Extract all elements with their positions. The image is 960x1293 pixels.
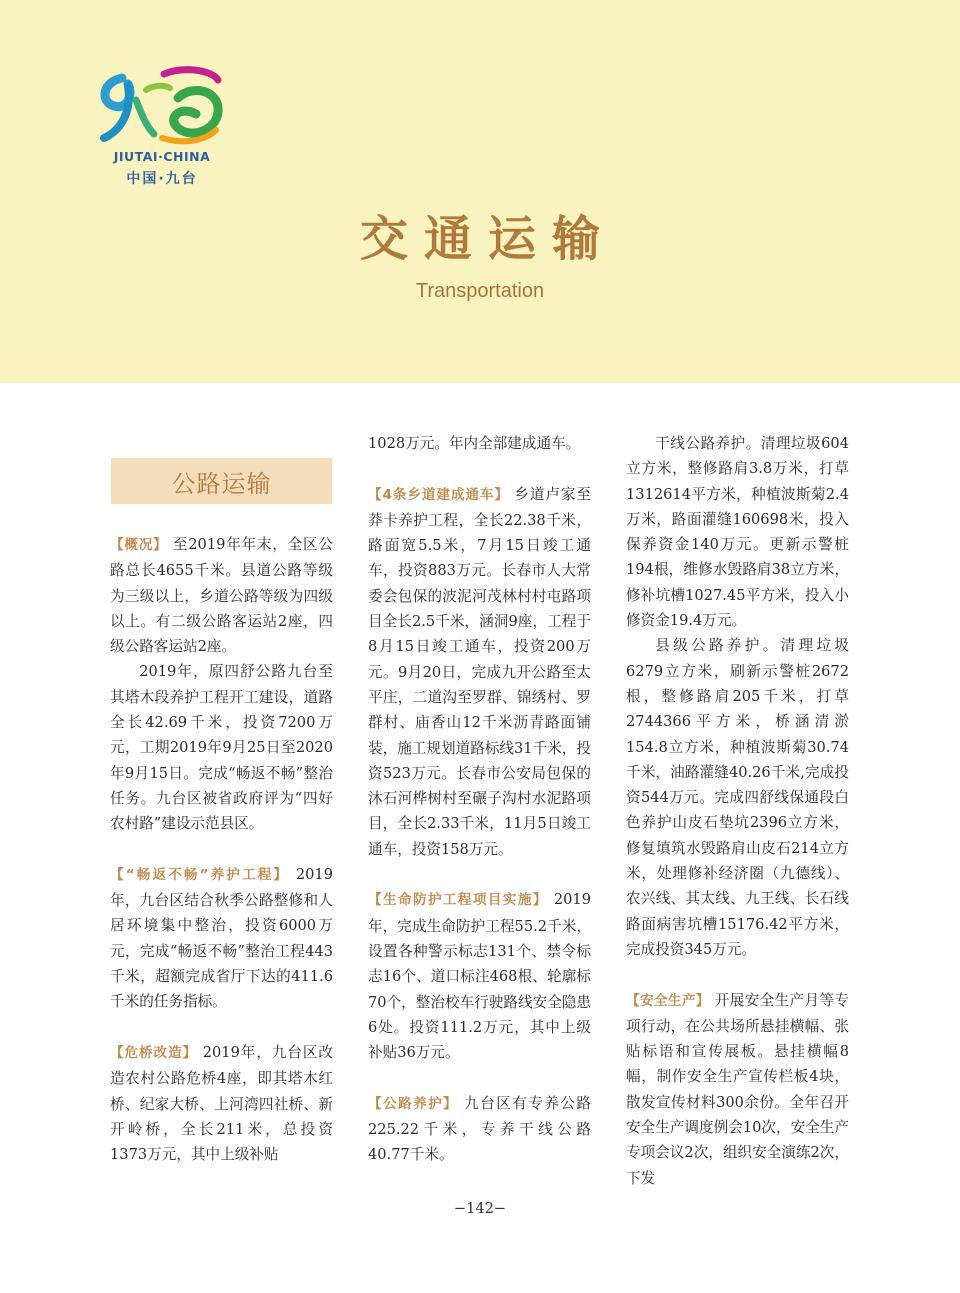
logo-english-text: JIUTAI·CHINA — [113, 149, 211, 164]
paragraph-text: 开展安全生产月等专项行动，在公共场所悬挂横幅、张贴标语和宣传展板。悬挂横幅8幅，制作安全生产宣传栏板4块，散发宣传材料300余份。全年召开安全生产调度例会10次，安全生产专项会议2次，组织安全演练2次，下发 — [626, 991, 850, 1187]
paragraph-overview — [110, 532, 333, 659]
chapter-subtitle: Transportation — [415, 280, 545, 302]
paragraph-continued: 1028万元。年内全部建成通车。 — [368, 435, 581, 452]
text-column-3 — [626, 431, 849, 1191]
text-column-2 — [368, 431, 591, 1168]
paragraph-text: 至2019年年末，全区公路总长4655千米。县道公路等级为三级以上，乡道公路等级为四级以上。有二级公路客运站2座，四级公路客运站2座。 — [110, 536, 333, 656]
paragraph-village-roads — [368, 482, 591, 862]
chapter-title: 交通运输 — [359, 211, 616, 267]
paragraph-county-road-maintenance: 县级公路养护。清理垃圾6279立方米，刷新示警桩2672根，整修路肩205千米，打草2744366平方米，桥涵清淤154.8立方米，种植波斯菊30.74千米，油路灌缝40.26千米,完成投资544万元。完成四舒线保通段白色养护山皮石垫坑2396立方米，修复填筑水毁路肩山皮石214立方米，处理修补经济圈（九德线）、农兴线、其太线、九王线、长石线路面病害坑槽15176.42平方米，完成投资345万元。 — [626, 637, 849, 958]
keyword-bridge-renovation: 【危桥改造】 — [110, 1044, 198, 1061]
paragraph-text: 九台区有专养公路225.22千米，专养干线公路40.77千米。 — [368, 1094, 592, 1164]
section-heading-box — [111, 458, 332, 504]
section-heading: 公路运输 — [171, 469, 272, 498]
logo-chinese-text: 中国·九台 — [126, 171, 198, 187]
keyword-life-protection: 【生命防护工程项目实施】 — [368, 892, 548, 909]
paragraph-safety-production — [626, 988, 849, 1191]
paragraph-road-maintenance — [368, 1091, 591, 1168]
text-column-1 — [110, 532, 333, 1167]
keyword-safety-production: 【安全生产】 — [626, 992, 710, 1009]
header-band — [0, 0, 960, 383]
paragraph-text: 2019年，完成生命防护工程55.2千米，设置各种警示标志131个、禁令标志16个、道口标注468根、轮廓标70个，整治校车行驶路线安全隐患6处。投资111.2万元，其中上级补贴36万元。 — [368, 891, 591, 1062]
paragraph-life-protection — [368, 887, 591, 1065]
paragraph-maintenance-project — [110, 862, 333, 1015]
paragraph-text: 2019年，九台区结合秋季公路整修和人居环境集中整治，投资6000万元，完成“畅返不畅”整治工程443千米，超额完成省厅下达的411.6千米的任务指标。 — [110, 865, 333, 1011]
keyword-village-roads: 【4条乡道建成通车】 — [368, 486, 509, 503]
keyword-maintenance-project: 【“畅返不畅”养护工程】 — [110, 866, 290, 883]
paragraph-siju-road: 2019年，原四舒公路九台至其塔木段养护工程开工建设，道路全长42.69千米，投资7200万元，工期2019年9月25日至2020年9月15日。完成“畅返不畅”整治任务。九台区被省政府评为“四好农村路”建设示范县区。 — [110, 663, 333, 833]
keyword-overview: 【概况】 — [110, 537, 168, 553]
paragraph-bridge-renovation — [110, 1040, 333, 1167]
paragraph-trunk-road-maintenance: 干线公路养护。清理垃圾604立方米，整修路肩3.8万米，打草1312614平方米，种植波斯菊2.4万米，路面灌缝160698米，投入保养资金140万元。更新示警桩194根，维修水毁路肩38立方米，修补坑槽1027.45平方米，投入小修资金19.4万元。 — [626, 435, 849, 630]
keyword-road-maintenance: 【公路养护】 — [368, 1095, 459, 1112]
jiutai-logo-icon — [92, 60, 232, 150]
paragraph-text: 乡道卢家至莽卡养护工程，全长22.38千米，路面宽5.5米，7月15日竣工通车，投资883万元。长春市人大常委会包保的波泥河茂林村村屯路项目全长2.5千米，涵洞9座，工程于8月15日竣工通车，投资200万元。9月20日，完成九开公路至太平庄，二道沟至罗群、锦绣村、罗群村、庙香山12千米沥青路面铺装，施工规划道路标线31千米，投资523万元。长春市公安局包保的沐石河桦树村至碾子沟村水泥路项目，全长2.33千米，11月5日竣工通车，投资158万元。 — [368, 485, 591, 858]
paragraph-text: 2019年，九台区改造农村公路危桥4座，即其塔木红桥、纪家大桥、上河湾四社桥、新开岭桥，全长211米，总投资1373万元，其中上级补贴 — [110, 1043, 334, 1164]
jiutai-logo — [92, 60, 232, 190]
page-number: −142− — [453, 1200, 507, 1217]
